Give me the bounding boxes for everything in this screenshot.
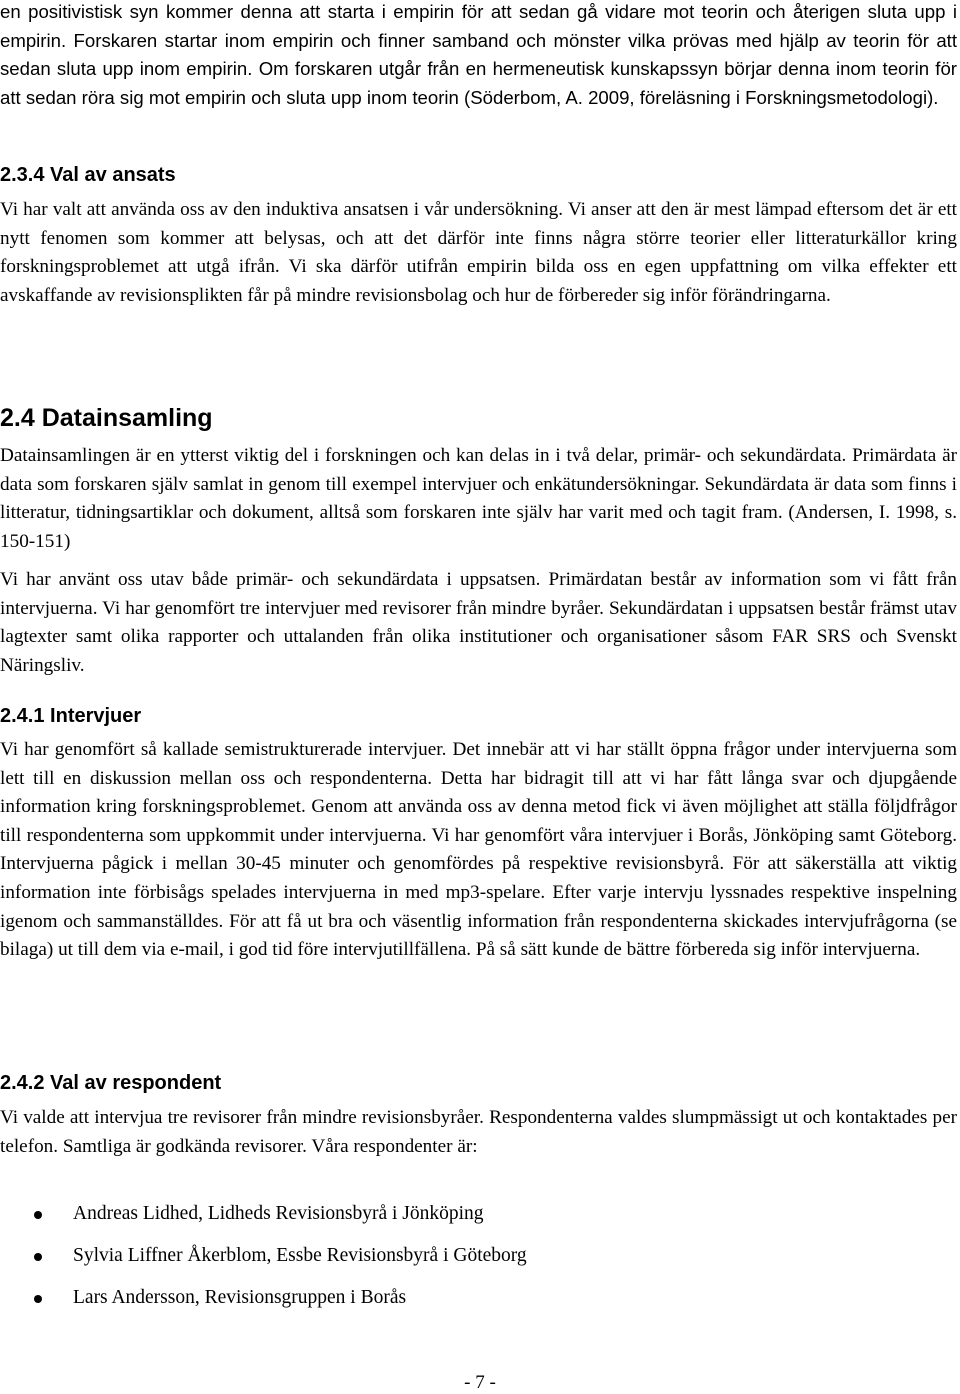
datainsamling-paragraph-2: Vi har använt oss utav både primär- och sekundärdata i uppsatsen. Primärdatan består av information som vi fått från intervjuerna. Vi har genomfört tre intervjuer med revisorer från mindre byråer. Sekundärdatan i uppsatsen består främst utav lagtexter samt olika rapporter och uttalanden från olika institutioner och organisationer såsom FAR SRS och Svenskt Näringsliv. (0, 569, 957, 676)
page-number: - 7 - (464, 1372, 496, 1393)
val-av-respondent-paragraph: Vi valde att intervjua tre revisorer från mindre revisionsbyråer. Respondenterna valdes slumpmässigt ut och kontaktades per telefon. Samtliga är godkända revisorer. Våra respondenter är: (0, 1107, 957, 1157)
bullet-icon (34, 1295, 42, 1303)
heading-intervjuer: 2.4.1 Intervjuer (0, 705, 142, 727)
intervjuer-paragraph: Vi har genomfört så kallade semistrukturerade intervjuer. Det innebär att vi har ställt öppna frågor under intervjuerna som lett till en diskussion mellan oss och respondenterna. Detta har bidragit till att vi har fått långa svar och djupgående information kring forskningsproblemet. Genom att använda oss av denna metod fick vi även möjlighet att ställa följdfrågor till respondenterna som uppkommit under intervjuerna. Vi har genomfört våra intervjuer i Borås, Jönköping samt Göteborg. Intervjuerna pågick i mellan 30-45 minuter och genomfördes på respektive revisionsbyrå. För att säkerställa att viktig information inte förbisågs spelades intervjuerna in med mp3-spelare. Efter varje intervju lyssnades respektive inspelning igenom och sammanställdes. För att få ut bra och väsentlig information från respondenterna skickades intervjufrågorna (se bilaga) ut till dem via e-mail, i god tid före intervjutillfällena. På så sätt kunde de bättre förbereda sig inför intervjuerna. (0, 739, 957, 961)
val-av-ansats-paragraph: Vi har valt att använda oss av den induktiva ansatsen i vår undersökning. Vi anser att den är mest lämpad eftersom det är ett nytt fenomen som kommer att belysas, och att det därför inte finns några större teorier eller litteraturkällor kring forskningsproblemet att utgå ifrån. Vi ska därför utifrån empirin bilda oss en egen uppfattning om vilka effekter ett avskaffande av revisionsplikten får på mindre revisionsbolag och hur de förbereder sig inför förändringarna. (0, 199, 957, 306)
intro-paragraph: en positivistisk syn kommer denna att starta i empirin för att sedan gå vidare mot teorin och återigen sluta upp i empirin. Forskaren startar inom empirin och finner samband och mönster vilka prövas med hjälp av teorin för att sedan sluta upp inom empirin. Om forskaren utgår från en hermeneutisk kunskapssyn börjar denna inom teorin för att sedan röra sig mot empirin och sluta upp inom teorin (Söderbom, A. 2009, föreläsning i Forskningsmetodologi). (0, 1, 957, 108)
bullet-icon (34, 1253, 42, 1261)
respondent-name: Sylvia Liffner Åkerblom, Essbe Revisionsbyrå i Göteborg (73, 1245, 527, 1266)
heading-datainsamling: 2.4 Datainsamling (0, 404, 213, 432)
bullet-icon (34, 1211, 42, 1219)
respondent-name: Andreas Lidhed, Lidheds Revisionsbyrå i Jönköping (73, 1203, 484, 1224)
datainsamling-paragraph-1: Datainsamlingen är en ytterst viktig del i forskningen och kan delas in i två delar, primär- och sekundärdata. Primärdata är data som forskaren själv samlat in genom till exempel intervjuer och enkätundersökningar. Sekundärdata är data som finns i litteratur, tidningsartiklar och dokument, alltså som forskaren inte själv har varit med och tagit fram. (Andersen, I. 1998, s. 150-151) (0, 445, 957, 552)
heading-val-av-ansats: 2.3.4 Val av ansats (0, 164, 176, 186)
heading-val-av-respondent: 2.4.2 Val av respondent (0, 1072, 222, 1094)
respondent-name: Lars Andersson, Revisionsgruppen i Borås (73, 1287, 407, 1308)
